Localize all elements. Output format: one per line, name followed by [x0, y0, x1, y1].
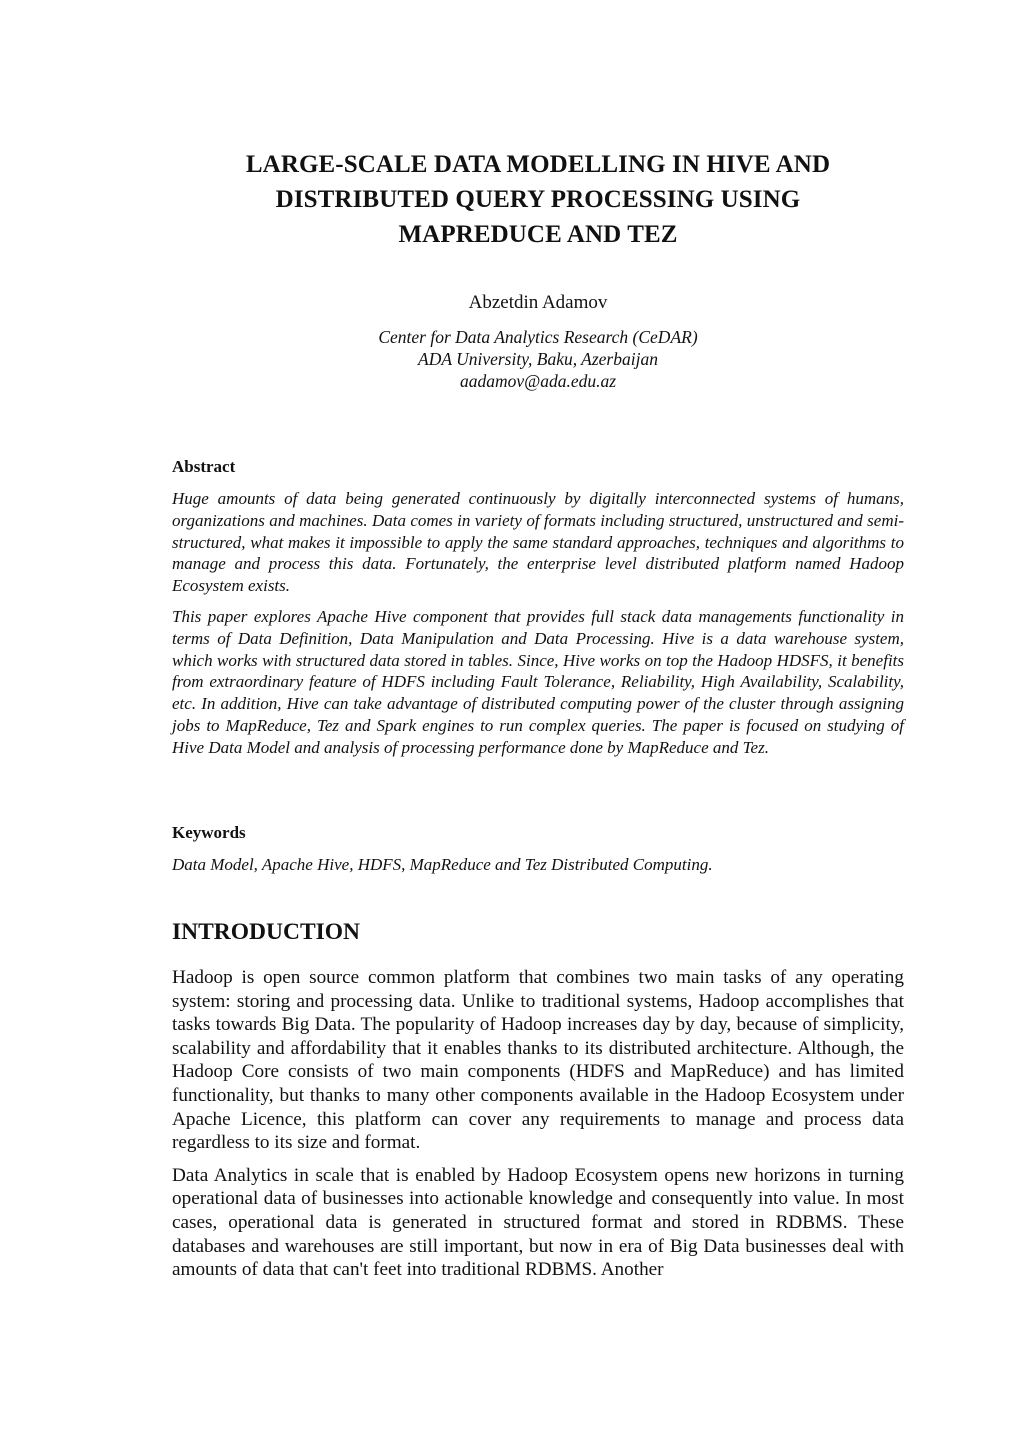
introduction-heading: INTRODUCTION	[172, 919, 361, 945]
affiliation-university: ADA University, Baku, Azerbaijan	[418, 349, 658, 369]
introduction-paragraph: Hadoop is open source common platform that combines two main tasks of any operating system: storing and processing data. Unlike to traditional systems, Hadoop accomplishes that tasks towards Big Data. The popularity of Hadoop increases day by day, because of simplicity, scalability and affordability that it enables thanks to its distributed architecture. Although, the Hadoop Core consists of two main components (HDFS and MapReduce) and has limited functionality, but thanks to many other components available in the Hadoop Ecosystem under Apache Licence, this platform can cover any requirements to manage and process data regardless to its size and format.	[172, 967, 904, 1154]
abstract-body	[172, 488, 904, 768]
author-affiliation	[172, 326, 904, 392]
title-line: MAPREDUCE AND TEZ	[398, 221, 678, 248]
paper-title	[172, 147, 904, 252]
author-email: aadamov@ada.edu.az	[459, 371, 617, 391]
keywords-text: Data Model, Apache Hive, HDFS, MapReduce and Tez Distributed Computing.	[172, 855, 713, 874]
author-name: Abzetdin Adamov	[468, 292, 608, 313]
keywords-heading: Keywords	[172, 823, 246, 842]
introduction-body	[172, 966, 904, 1291]
title-line: LARGE-SCALE DATA MODELLING IN HIVE AND	[245, 151, 831, 178]
affiliation-center: Center for Data Analytics Research (CeDAR)	[378, 327, 698, 347]
introduction-paragraph: Data Analytics in scale that is enabled by Hadoop Ecosystem opens new horizons in turning operational data of businesses into actionable knowledge and consequently into value. In most cases, operational data is generated in structured format and stored in RDBMS. These databases and warehouses are still important, but now in era of Big Data businesses deal with amounts of data that can't feet into traditional RDBMS. Another	[172, 1164, 904, 1281]
title-line: DISTRIBUTED QUERY PROCESSING USING	[275, 186, 801, 213]
abstract-paragraph: Huge amounts of data being generated continuously by digitally interconnected systems of humans, organizations and machines. Data comes in variety of formats including structured, unstructured and semi-structured, what makes it impossible to apply the same standard approaches, techniques and algorithms to manage and process this data. Fortunately, the enterprise level distributed platform named Hadoop Ecosystem exists.	[172, 489, 904, 596]
abstract-heading: Abstract	[172, 457, 236, 476]
abstract-paragraph: This paper explores Apache Hive component that provides full stack data managements functionality in terms of Data Definition, Data Manipulation and Data Processing. Hive is a data warehouse system, which works with structured data stored in tables. Since, Hive works on top the Hadoop HDSFS, it benefits from extraordinary feature of HDFS including Fault Tolerance, Reliability, High Availability, Scalability, etc. In addition, Hive can take advantage of distributed computing power of the cluster through assigning jobs to MapReduce, Tez and Spark engines to run complex queries. The paper is focused on studying of Hive Data Model and analysis of processing performance done by MapReduce and Tez.	[172, 606, 904, 757]
